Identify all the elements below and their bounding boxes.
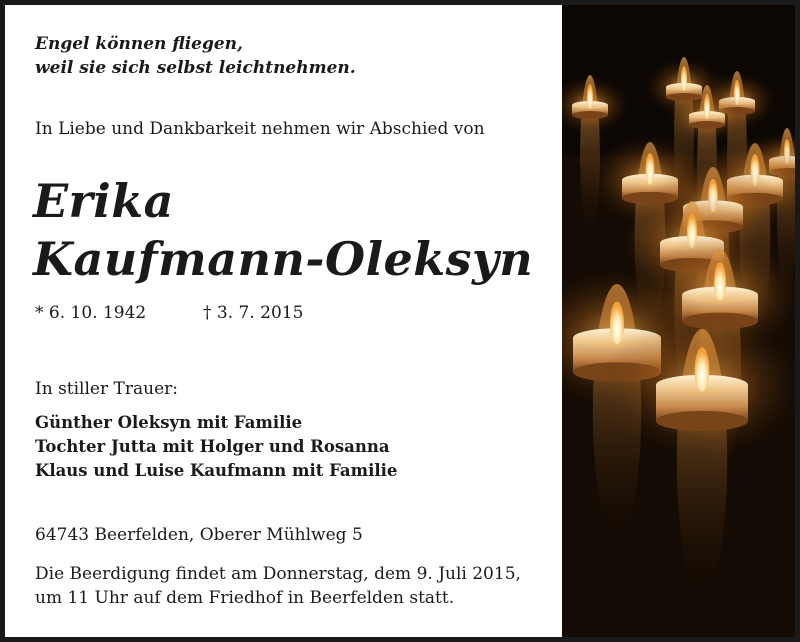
funeral-line-1: Die Beerdigung findet am Donnerstag, dem 9. Juli 2015,: [35, 564, 521, 584]
life-dates: [35, 303, 304, 323]
candle-base: [656, 411, 748, 431]
obituary-text-column: [5, 5, 562, 637]
mourner-item: Tochter Jutta mit Holger und Rosanna: [35, 437, 390, 456]
funeral-line-2: um 11 Uhr auf dem Friedhof in Beerfelden statt.: [35, 588, 455, 608]
birth-date: * 6. 10. 1942: [35, 303, 147, 323]
candle-base: [572, 111, 608, 119]
motto-line-1: Engel können fliegen,: [35, 34, 243, 54]
intro-text: In Liebe und Dankbarkeit nehmen wir Abschied von: [35, 119, 485, 139]
motto-line-2: weil sie sich selbst leichtnehmen.: [35, 58, 356, 78]
candle-flame: [610, 302, 624, 345]
candle-flame: [681, 66, 687, 91]
candle-flame: [704, 94, 710, 119]
candles-photo: [562, 5, 800, 637]
candle-flame: [714, 262, 726, 301]
mourner-item: Klaus und Luise Kaufmann mit Familie: [35, 461, 398, 480]
candle-flame: [695, 347, 710, 391]
funeral-notice: [35, 562, 560, 610]
deceased-name: [33, 172, 533, 288]
candle-base: [689, 121, 725, 129]
mourner-item: Günther Oleksyn mit Familie: [35, 413, 303, 432]
motto: [35, 32, 356, 80]
deceased-first-name: Erika: [33, 174, 174, 228]
mourners-list: [35, 411, 397, 483]
address: 64743 Beerfelden, Oberer Mühlweg 5: [35, 525, 363, 545]
candle-flame: [587, 84, 593, 109]
candle-flame: [646, 153, 655, 185]
death-date: † 3. 7. 2015: [203, 303, 304, 323]
mourning-heading: In stiller Trauer:: [35, 379, 178, 399]
deceased-last-name: Kaufmann-Oleksyn: [33, 232, 534, 286]
